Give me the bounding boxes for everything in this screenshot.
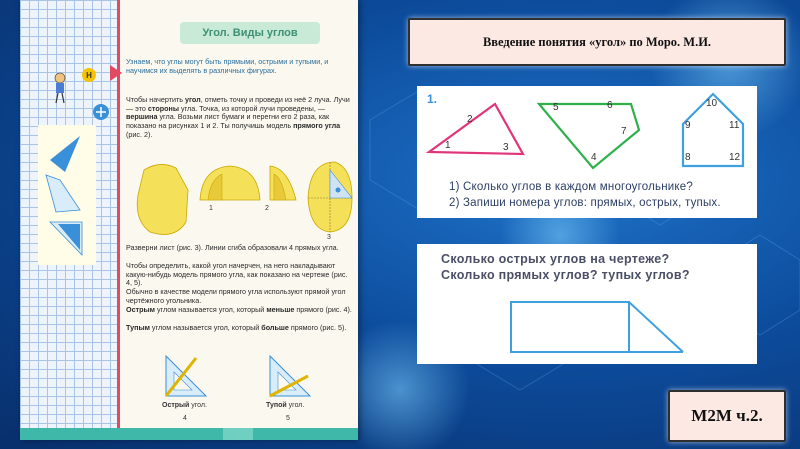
angle-label-2: 2 bbox=[467, 114, 473, 125]
intro-text: Узнаем, что углы могут быть прямыми, острыми и тупыми, и научимся их выделять в различных фигурах. bbox=[126, 57, 329, 75]
angle-label-8: 8 bbox=[685, 152, 691, 163]
paragraph-model: Обычно в качестве модели прямого угла используют прямой угол чертёжного угольника. bbox=[126, 287, 346, 305]
paragraph-angle-definition: Чтобы начертить угол, отметь точку и проведи из неё 2 луча. Лучи — это стороны угла. Точка, из которой лучи проведены, — вершина угла. Возьми лист бумаги и перегни его 2 раза, как показано на рисунках 1 и 2. Ты получишь модель прямого угла (рис. 2). bbox=[126, 95, 350, 139]
angle-label-9: 9 bbox=[685, 120, 691, 131]
set-square-figures bbox=[160, 350, 330, 400]
angle-label-12: 12 bbox=[729, 152, 741, 163]
fig-label-3: 3 bbox=[327, 234, 331, 241]
paper-fold-figures bbox=[130, 160, 355, 242]
task2-question-1: Сколько острых углов на чертеже? bbox=[441, 252, 670, 266]
task1-panel bbox=[417, 86, 757, 218]
angle-label-1: 1 bbox=[445, 140, 451, 151]
student-figure bbox=[55, 73, 65, 103]
task2-question-2: Сколько прямых углов? тупых углов? bbox=[441, 268, 690, 282]
fig-label-2: 2 bbox=[265, 205, 269, 212]
paragraph-obtuse-definition: Тупым углом называется угол, который больше прямого (рис. 5). bbox=[126, 323, 347, 332]
task1-number: 1. bbox=[427, 92, 438, 106]
angle-label-10: 10 bbox=[706, 98, 718, 109]
task2-figure bbox=[417, 244, 757, 364]
angle-label-6: 6 bbox=[607, 100, 613, 111]
angle-label-11: 11 bbox=[729, 120, 740, 131]
task1-question-1: 1) Сколько углов в каждом многоугольнике? bbox=[449, 181, 693, 193]
obtuse-angle-caption: Тупой угол. bbox=[266, 402, 305, 409]
fig-label-1: 1 bbox=[209, 205, 213, 212]
slide-title: Введение понятия «угол» по Моро. М.И. bbox=[408, 18, 786, 66]
angle-label-7: 7 bbox=[621, 126, 627, 137]
page-bottom-band bbox=[20, 428, 358, 440]
margin-figures bbox=[20, 0, 118, 440]
acute-angle-caption: Острый угол. bbox=[162, 402, 207, 409]
slide-footer-label: М2М ч.2. bbox=[668, 390, 786, 442]
angle-label-4: 4 bbox=[591, 152, 597, 163]
angle-label-5: 5 bbox=[553, 102, 559, 113]
task2-panel bbox=[417, 244, 757, 364]
textbook-heading: Угол. Виды углов bbox=[180, 22, 320, 44]
plus-icon bbox=[93, 104, 109, 120]
task1-question-2: 2) Запиши номера углов: прямых, острых, тупых. bbox=[449, 197, 721, 209]
paragraph-determine: Чтобы определить, какой угол начерчен, на него накладывают какую-нибудь модель прямого угла, как показано на чертеже (рис. 4, 5). bbox=[126, 261, 348, 288]
paragraph-acute-definition: Острым углом называется угол, который меньше прямого (рис. 4). bbox=[126, 305, 352, 314]
page-number-tab bbox=[223, 428, 253, 440]
textbook-page bbox=[20, 0, 358, 440]
paragraph-unfold: Разверни лист (рис. 3). Линии сгиба образовали 4 прямых угла. bbox=[126, 243, 339, 252]
fig-label-4: 4 bbox=[183, 415, 187, 422]
bookmark-icon bbox=[110, 65, 122, 81]
fig-label-5: 5 bbox=[286, 415, 290, 422]
section-badge: Н bbox=[82, 68, 96, 82]
angle-label-3: 3 bbox=[503, 142, 509, 153]
